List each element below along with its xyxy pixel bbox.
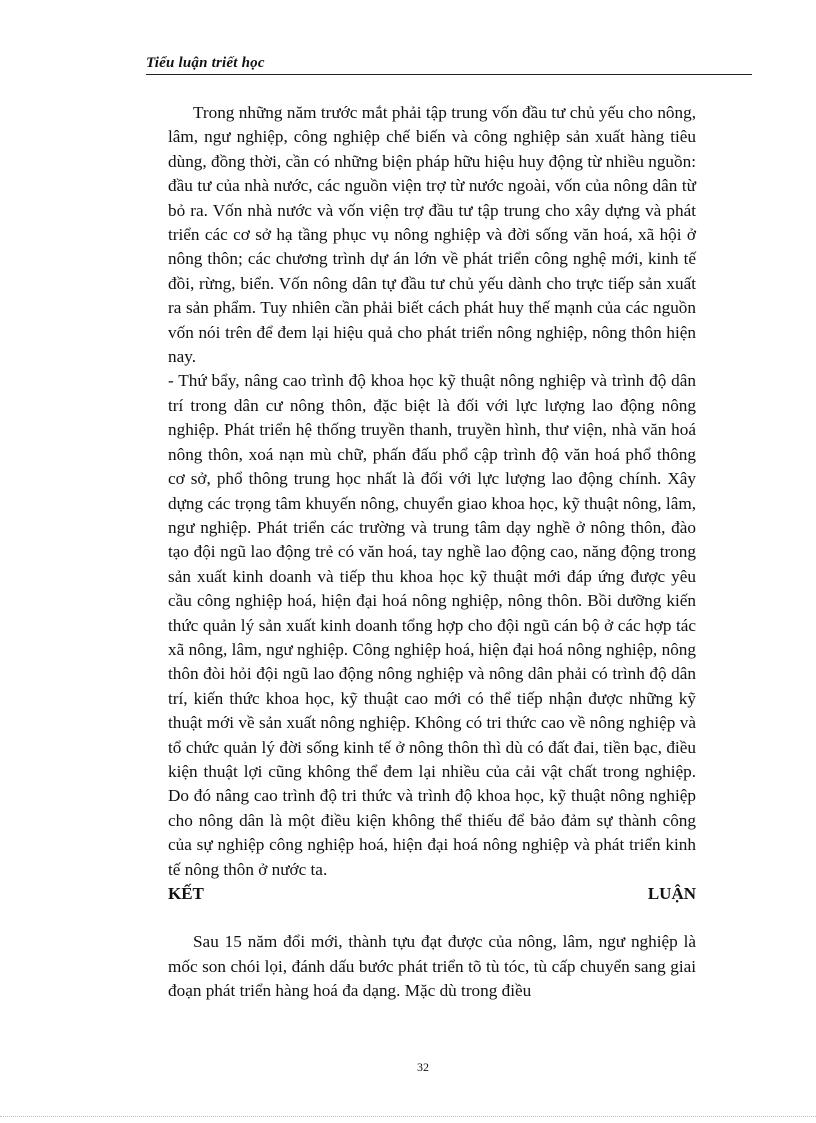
- section-heading-left: KẾT: [168, 884, 204, 903]
- section-heading-right: LUẬN: [647, 884, 696, 903]
- document-body: [168, 101, 696, 1004]
- page-header: [146, 50, 752, 75]
- body-paragraph: Sau 15 năm đổi mới, thành tựu đạt được của nông, lâm, ngư nghiệp là mốc son chói lọi, đánh dấu bước phát triển tõ tù tóc, tù cấp chuyển sang giai đoạn phát triển hàng hoá đa dạng. Mặc dù trong điều: [168, 932, 696, 1001]
- section-heading: [168, 882, 696, 906]
- header-title: Tiểu luận triết học: [146, 55, 265, 71]
- page-bottom-border: [0, 1116, 816, 1123]
- body-paragraph: Trong những năm trước mắt phải tập trung vốn đầu tư chủ yếu cho nông, lâm, ngư nghiệp, công nghiệp chế biến và công nghiệp sản xuất hàng tiêu dùng, đồng thời, cần có những biện pháp hữu hiệu huy động từ nhiều nguồn: đầu tư của nhà nước, các nguồn viện trợ từ nước ngoài, vốn của nông dân từ bỏ ra. Vốn nhà nước và vốn viện trợ đầu tư tập trung cho xây dựng và phát triển các cơ sở hạ tầng phục vụ nông nghiệp và đời sống văn hoá, xã hội ở nông thôn; các chương trình dự án lớn về phát triển công nghệ mới, kinh tế đồi, rừng, biển. Vốn nông dân tự đầu tư chủ yếu dành cho trực tiếp sản xuất ra sản phẩm. Tuy nhiên cần phải biết cách phát huy thế mạnh của các nguồn vốn nói trên để đem lại hiệu quả cho phát triển nông nghiệp, nông thôn hiện nay.: [168, 103, 696, 367]
- page-number: 32: [417, 1060, 429, 1074]
- body-paragraph: - Thứ bẩy, nâng cao trình độ khoa học kỹ thuật nông nghiệp và trình độ dân trí trong dân cư nông thôn, đặc biệt là đối với lực lượng lao động nông nghiệp. Phát triển hệ thống truyền thanh, truyền hình, thư viện, nhà văn hoá nông thôn, xoá nạn mù chữ, phấn đấu phổ cập trình độ văn hoá phổ thông cơ sở, phổ thông trung học nhất là đối với lực lượng lao động chính. Xây dựng các trọng tâm khuyến nông, chuyển giao khoa học, kỹ thuật nông, lâm, ngư nghiệp. Phát triển các trường và trung tâm dạy nghề ở nông thôn, đào tạo đội ngũ lao động trẻ có văn hoá, tay nghề lao động cao, năng động trong sản xuất kinh doanh và tiếp thu khoa học kỹ thuật mới đáp ứng được yêu cầu công nghiệp hoá, hiện đại hoá nông nghiệp, nông thôn. Bồi dưỡng kiến thức quản lý sản xuất kinh doanh tổng hợp cho đội ngũ cán bộ ở các hợp tác xã nông, lâm, ngư nghiệp. Công nghiệp hoá, hiện đại hoá nông nghiệp, nông thôn đòi hỏi đội ngũ lao động nông nghiệp và nông dân phải có trình độ dân trí, kiến thức khoa học, kỹ thuật cao mới có thể tiếp nhận được những kỹ thuật mới về sản xuất nông nghiệp. Không có tri thức cao về nông nghiệp và tổ chức quản lý đời sống kinh tế ở nông thôn thì dù có đất đai, tiền bạc, điều kiện thuật lợi cũng không thể đem lại nhiều của cải vật chất trong nghiệp. Do đó nâng cao trình độ tri thức và trình độ khoa học, kỹ thuật nông nghiệp cho nông dân là một điều kiện không thể thiếu để bảo đảm sự thành công của sự nghiệp công nghiệp hoá, hiện đại hoá nông nghiệp và phát triển kinh tế nông thôn ở nước ta.: [168, 371, 696, 879]
